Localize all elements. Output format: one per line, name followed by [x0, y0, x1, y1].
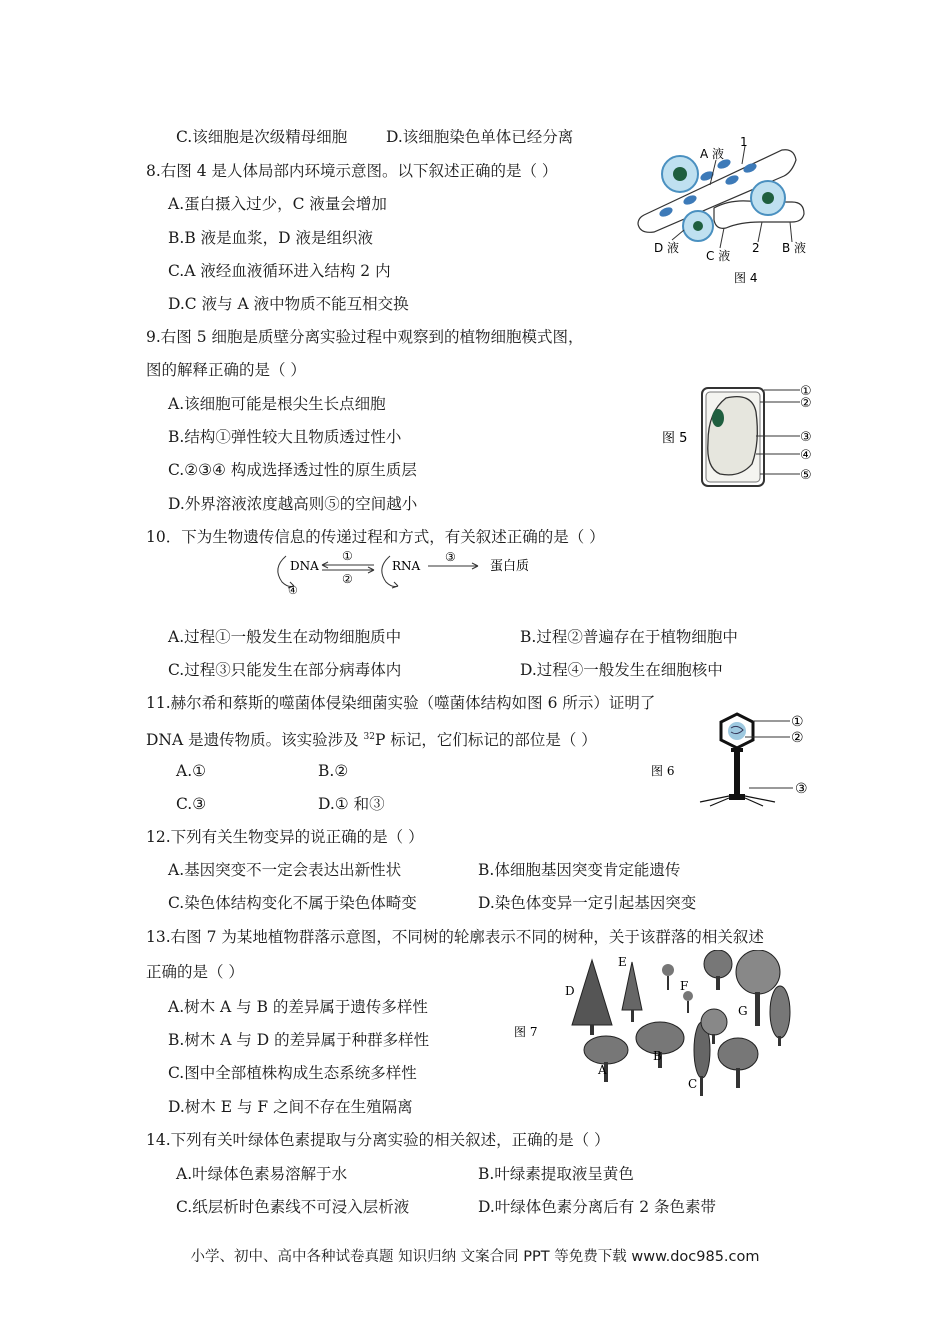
q9-option-c: C.②③④ 构成选择透过性的原生质层	[168, 461, 417, 479]
q14-option-d: D.叶绿体色素分离后有 2 条色素带	[478, 1198, 717, 1216]
fig4-label-2: 2	[752, 241, 760, 255]
q7-option-d: D.该细胞染色单体已经分离	[386, 128, 574, 146]
q11-stem-line2: DNA 是遗传物质。该实验涉及 $^{32}$P 标记，它们标记的部位是（ ）	[146, 731, 597, 750]
figure-5	[660, 382, 830, 492]
fig5-label-3: ③	[800, 430, 812, 445]
q7-option-c: C.该细胞是次级精母细胞	[176, 128, 348, 146]
fig6-label-2: ②	[791, 730, 804, 746]
q10-dna: DNA	[290, 559, 319, 573]
fig4-label-c: C 液	[706, 249, 731, 263]
fig5-caption: 图 5	[662, 431, 688, 446]
q13-option-b: B.树木 A 与 D 的差异属于种群多样性	[168, 1031, 430, 1049]
q11-option-d: D.① 和③	[318, 795, 385, 813]
q13-option-a: A.树木 A 与 B 的差异属于遗传多样性	[168, 998, 428, 1016]
q11-stem-line1: 11.赫尔希和蔡斯的噬菌体侵染细菌实验（噬菌体结构如图 6 所示）证明了	[146, 694, 656, 712]
q10-rna: RNA	[392, 559, 421, 573]
figure-6	[645, 710, 820, 810]
q8-option-c: C.A 液经血液循环进入结构 2 内	[168, 262, 391, 280]
q14-stem: 14.下列有关叶绿体色素提取与分离实验的相关叙述，正确的是（ ）	[146, 1131, 610, 1149]
fig7-label-d: D	[565, 984, 575, 998]
q10-stem: 10．下为生物遗传信息的传递过程和方式，有关叙述正确的是（ ）	[146, 528, 605, 546]
fig5-label-2: ②	[800, 396, 812, 411]
fig7-label-f: F	[680, 979, 689, 993]
q14-option-c: C.纸层析时色素线不可浸入层析液	[176, 1198, 410, 1216]
figure-7	[510, 950, 810, 1100]
q13-stem-line2: 正确的是（ ）	[146, 963, 244, 981]
figure-4	[632, 130, 832, 290]
fig7-label-e: E	[618, 955, 627, 969]
q14-option-a: A.叶绿体色素易溶解于水	[176, 1165, 348, 1183]
fig7-label-b: B	[653, 1049, 662, 1063]
q9-stem-line1: 9.右图 5 细胞是质壁分离实验过程中观察到的植物细胞模式图，	[146, 328, 584, 346]
fig7-label-a: A	[598, 1063, 607, 1077]
fig7-label-c: C	[688, 1077, 698, 1091]
q8-option-a: A.蛋白摄入过少，C 液量会增加	[168, 195, 387, 213]
page-footer: 小学、初中、高中各种试卷真题 知识归纳 文案合同 PPT 等免费下载 www.doc985.com	[190, 1249, 760, 1265]
q13-option-d: D.树木 E 与 F 之间不存在生殖隔离	[168, 1098, 413, 1116]
q13-stem-line1: 13.右图 7 为某地植物群落示意图，不同树的轮廓表示不同的树种，关于该群落的相关叙述	[146, 928, 764, 946]
q10-diagram	[270, 548, 560, 598]
q10-option-d: D.过程④一般发生在细胞核中	[520, 661, 723, 679]
q11-option-a: A.①	[176, 762, 207, 780]
fig4-label-a: A 液	[700, 147, 725, 161]
fig7-label-g: G	[738, 1004, 748, 1018]
q9-option-a: A.该细胞可能是根尖生长点细胞	[168, 395, 386, 413]
q10-process-4: ④	[288, 584, 298, 597]
q12-option-b: B.体细胞基因突变肯定能遗传	[478, 861, 681, 879]
q9-option-d: D.外界溶液浓度越高则⑤的空间越小	[168, 495, 418, 513]
q10-option-b: B.过程②普遍存在于植物细胞中	[520, 628, 738, 646]
q10-process-2: ②	[342, 572, 353, 586]
fig4-label-d: D 液	[654, 241, 680, 255]
q8-option-d: D.C 液与 A 液中物质不能互相交换	[168, 295, 409, 313]
fig4-label-b: B 液	[782, 241, 807, 255]
q12-stem: 12.下列有关生物变异的说正确的是（ ）	[146, 828, 424, 846]
q9-stem-line2: 图的解释正确的是（ ）	[146, 361, 306, 379]
q12-option-d: D.染色体变异一定引起基因突变	[478, 894, 697, 912]
q10-option-c: C.过程③只能发生在部分病毒体内	[168, 661, 402, 679]
q10-process-1: ①	[342, 549, 353, 563]
fig4-label-1: 1	[740, 135, 748, 149]
q14-option-b: B.叶绿素提取液呈黄色	[478, 1165, 634, 1183]
q9-option-b: B.结构①弹性较大且物质透过性小	[168, 428, 402, 446]
q10-option-a: A.过程①一般发生在动物细胞质中	[168, 628, 402, 646]
fig6-label-1: ①	[791, 714, 804, 730]
q8-option-b: B.B 液是血浆，D 液是组织液	[168, 229, 373, 247]
fig5-label-5: ⑤	[800, 468, 812, 483]
fig5-label-1: ①	[800, 384, 812, 399]
q8-stem: 8.右图 4 是人体局部内环境示意图。以下叙述正确的是（ ）	[146, 162, 558, 180]
q10-protein: 蛋白质	[490, 559, 530, 574]
q11-option-c: C.③	[176, 795, 207, 813]
q10-process-3: ③	[445, 550, 456, 564]
q13-option-c: C.图中全部植株构成生态系统多样性	[168, 1064, 417, 1082]
q12-option-a: A.基因突变不一定会表达出新性状	[168, 861, 402, 879]
fig7-caption: 图 7	[514, 1025, 538, 1039]
q11-option-b: B.②	[318, 762, 349, 780]
fig6-caption: 图 6	[651, 764, 675, 778]
fig5-label-4: ④	[800, 448, 812, 463]
fig4-caption: 图 4	[734, 271, 758, 285]
q12-option-c: C.染色体结构变化不属于染色体畸变	[168, 894, 417, 912]
fig6-label-3: ③	[795, 781, 808, 797]
